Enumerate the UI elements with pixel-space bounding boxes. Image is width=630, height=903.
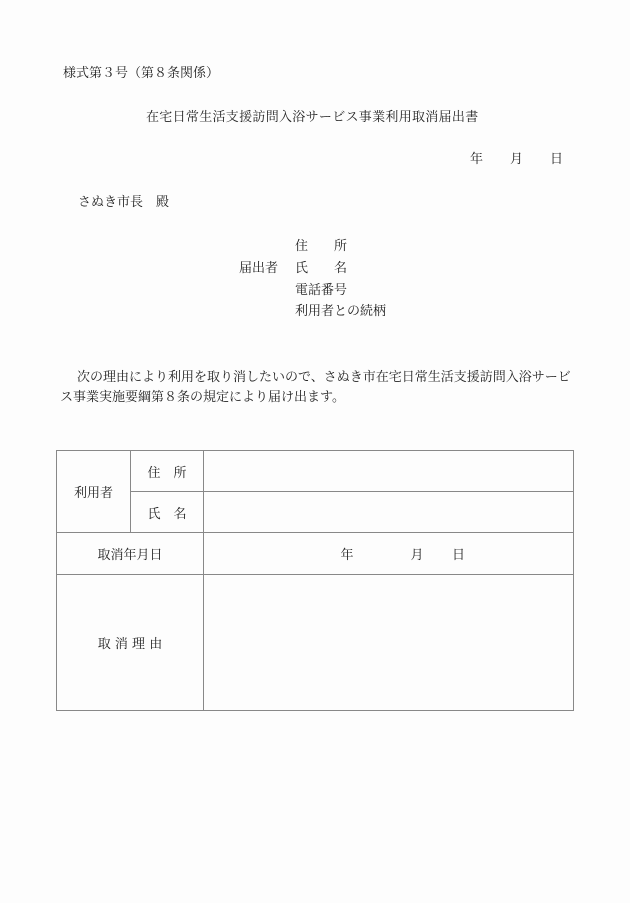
cancellation-form-table (56, 450, 574, 711)
form-number: 様式第３号（第８条関係） (63, 66, 220, 81)
submission-date (470, 152, 563, 168)
user-address-label: 住 所 (131, 451, 204, 492)
addressee: さぬき市長 殿 (78, 195, 170, 210)
applicant-relationship-label: 利用者との続柄 (295, 304, 387, 319)
cancel-date-day: 日 (451, 548, 465, 563)
date-year: 年 (470, 152, 484, 167)
date-day: 日 (550, 152, 564, 167)
cancel-reason-field[interactable] (204, 575, 574, 711)
cancel-date-month: 月 (410, 548, 424, 563)
document-title: 在宅日常生活支援訪問入浴サービス事業利用取消届出書 (146, 110, 479, 125)
user-label: 利用者 (57, 451, 131, 533)
body-text: 次の理由により利用を取り消したいので、さぬき市在宅日常生活支援訪問入浴サービス事業実施要綱第８条の規定により届け出ます。 (60, 370, 571, 405)
applicant-label: 届出者 (239, 261, 279, 276)
cancel-reason-label: 取 消 理 由 (57, 575, 204, 711)
user-name-field[interactable] (204, 492, 574, 533)
cancel-date-field[interactable] (204, 533, 574, 575)
date-month: 月 (510, 152, 524, 167)
applicant-phone-label: 電話番号 (295, 283, 348, 298)
user-address-field[interactable] (204, 451, 574, 492)
cancel-date-label: 取消年月日 (57, 533, 204, 575)
applicant-address-label: 住 所 (295, 239, 348, 254)
user-name-label: 氏 名 (131, 492, 204, 533)
cancel-date-year: 年 (340, 548, 354, 563)
applicant-name-label: 氏 名 (295, 261, 348, 276)
